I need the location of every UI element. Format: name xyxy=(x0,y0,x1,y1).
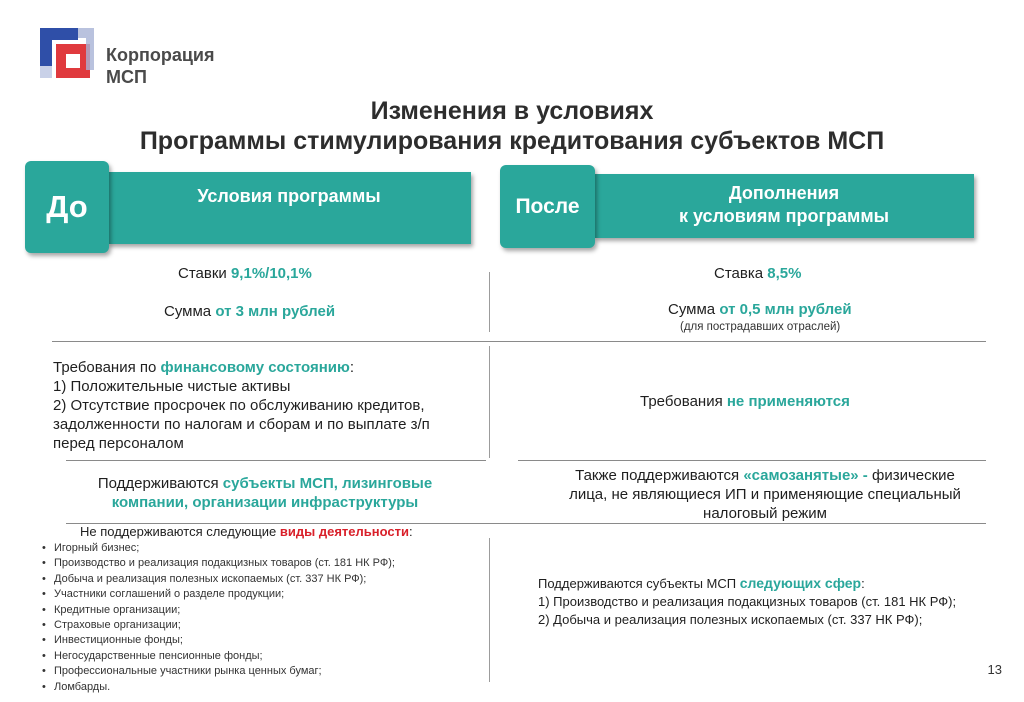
list-item: • Добыча и реализация полезных ископаемых (ст. 337 НК РФ); xyxy=(40,572,480,587)
title-line2: Программы стимулирования кредитования субъектов МСП xyxy=(139,127,885,155)
after-sphere2: 2) Добыча и реализация полезных ископаемых (ст. 337 НК РФ); xyxy=(538,612,923,627)
after-sum-note: (для пострадавших отраслей) xyxy=(680,321,841,333)
before-supported: Поддерживаются субъекты МСП, лизинговые компании, организации инфраструктуры xyxy=(97,475,433,511)
list-item: • Негосударственные пенсионные фонды; xyxy=(40,649,480,664)
list-item: • Участники соглашений о разделе продукции; xyxy=(40,587,480,602)
before-supported-highlight1: субъекты МСП, лизинговые xyxy=(222,475,433,492)
logo-line1: Корпорация xyxy=(106,45,215,65)
before-supported-highlight2: компании, организации инфраструктуры xyxy=(111,494,419,511)
title-line1: Изменения в условиях xyxy=(370,97,654,125)
after-sum-label: Сумма xyxy=(668,301,720,318)
not-supported-highlight: виды деятельности xyxy=(279,524,409,539)
after-header-line1: Дополнения xyxy=(728,183,840,203)
logo-text xyxy=(106,44,214,88)
after-requirements: Требования не применяются xyxy=(640,393,850,410)
after-header-line2: к условиям программы xyxy=(678,206,890,226)
before-req-item2-line1: 2) Отсутствие просрочек по обслуживанию кредитов, xyxy=(53,397,425,414)
logo-line2: МСП xyxy=(106,67,147,87)
row-divider-2a xyxy=(66,460,486,461)
before-sum xyxy=(164,302,335,321)
before-header-title: Условия программы xyxy=(197,186,381,206)
list-item: • Ломбарды. xyxy=(40,680,480,695)
after-spheres: Поддерживаются субъекты МСП следующих сфер: 1) Производство и реализация подакцизных товаров (ст. 181 НК РФ); 2) Добыча и реализация полезных ископаемых (ст. 337 НК РФ); xyxy=(538,575,957,627)
after-rate-label: Ставка xyxy=(714,265,768,282)
before-req-item2-line2: задолженности по налогам и сборам и по выплате з/п xyxy=(53,416,430,433)
corporation-logo-icon xyxy=(34,18,100,84)
after-badge-label: После xyxy=(515,194,580,218)
after-rate xyxy=(714,264,801,283)
column-divider-3 xyxy=(489,538,490,682)
before-badge-label: До xyxy=(46,189,88,224)
list-item: • Профессиональные участники рынка ценных бумаг; xyxy=(40,664,480,679)
list-item: • Инвестиционные фонды; xyxy=(40,633,480,648)
list-item: • Кредитные организации; xyxy=(40,603,480,618)
activities-list xyxy=(40,541,480,695)
after-self-line3: налоговый режим xyxy=(703,505,827,522)
after-self-highlight: «самозанятые» - xyxy=(743,467,868,484)
before-req-highlight: финансовому состоянию xyxy=(160,359,350,376)
row-divider-2b xyxy=(518,460,986,461)
before-rates-value: 9,1%/10,1% xyxy=(230,265,312,282)
after-self-line2: лица, не являющиеся ИП и применяющие специальный xyxy=(569,486,961,503)
after-spheres-highlight: следующих сфер xyxy=(739,575,862,591)
list-item: • Страховые организации; xyxy=(40,618,480,633)
column-divider-2 xyxy=(489,346,490,458)
not-supported-heading: Не поддерживаются следующие виды деятельности: xyxy=(80,524,413,539)
page-number: 13 xyxy=(987,662,1002,677)
before-req-item1: 1) Положительные чистые активы xyxy=(53,378,291,395)
before-req-heading: Требования по финансовому состоянию: xyxy=(53,359,354,376)
after-badge xyxy=(500,165,595,248)
after-sphere1: 1) Производство и реализация подакцизных товаров (ст. 181 НК РФ); xyxy=(538,594,957,609)
row-divider-1 xyxy=(52,341,986,342)
before-req-item2-line3: перед персоналом xyxy=(53,435,184,452)
after-rate-value: 8,5% xyxy=(767,265,802,282)
before-rates xyxy=(178,264,312,283)
after-sum xyxy=(668,300,852,319)
list-item: • Производство и реализация подакцизных товаров (ст. 181 НК РФ); xyxy=(40,556,480,571)
column-divider-1 xyxy=(489,272,490,332)
list-item: • Игорный бизнес; xyxy=(40,541,480,556)
before-rates-label: Ставки xyxy=(178,265,231,282)
before-requirements xyxy=(53,358,483,453)
after-self-employed: Также поддерживаются «самозанятые» - физические лица, не являющиеся ИП и применяющие специальный налоговый режим xyxy=(530,466,1000,523)
page-title xyxy=(0,96,1024,156)
after-req-highlight: не применяются xyxy=(726,393,850,410)
before-sum-value: от 3 млн рублей xyxy=(215,303,336,320)
before-sum-label: Сумма xyxy=(164,303,216,320)
after-sum-value: от 0,5 млн рублей xyxy=(719,301,852,318)
before-badge xyxy=(25,161,109,253)
after-header-title xyxy=(594,174,974,238)
